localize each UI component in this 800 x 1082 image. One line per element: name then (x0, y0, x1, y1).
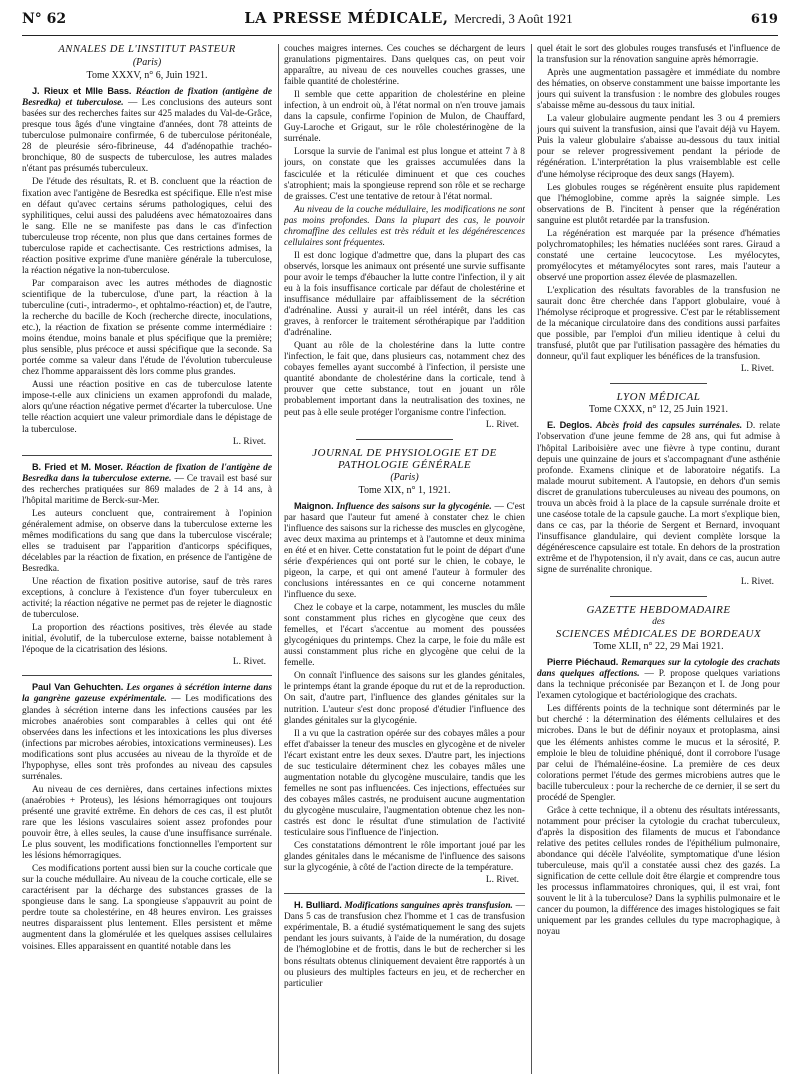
section-separator (610, 383, 707, 384)
article-deglos (537, 420, 780, 576)
article-paragraph: Au niveau de la couche médullaire, les modifications ne sont pas moins profondes. Dans la plupart des cas, le pouvoir chromaffine des cellules est très réduit et les dégénérescences cellulaires sont fréquentes. (284, 204, 525, 248)
journal-title: JOURNAL DE PHYSIOLOGIE ET DE PATHOLOGIE GÉNÉRALE (312, 446, 497, 471)
section-separator (610, 596, 707, 597)
article-title: Abcès froid des capsules surrénales. (596, 421, 743, 432)
article-title: Réaction de fixation (antigène de Besredka) et tuberculose. (22, 87, 272, 109)
column-3 (537, 44, 780, 1074)
article-separator (22, 455, 272, 456)
article-paragraph: Une réaction de fixation positive autorise, sauf de très rares exceptions, à conclure à l'existence d'un foyer tuberculeux en activité; la réaction négative ne permet pas de rejeter le diagnostic de tuberculose. (22, 577, 272, 621)
issue-number: N° 62 (22, 11, 67, 27)
article-signature: L. Rivet. (485, 875, 519, 886)
article-paragraph: Au niveau de ces dernières, dans certaines infections mixtes (anaérobies + Proteus), les lésions hémorragiques ont toujours présenté une gravité extrême. En dehors de ces cas, il est plutôt rare que les lésions vasculaires soient assez profondes pour pouvoir être, à elles seules, la cause d'une insuffisance surrénale. Le plus souvent, les modifications fonctionnelles l'emportent sur les lésions hémorragiques. (22, 784, 272, 862)
article-paragraph: Il est donc logique d'admettre que, dans la plupart des cas observés, lorsque les animaux ont présenté une survie suffisante pour avoir le temps d'ébaucher la lutte contre l'infection, il y ait eu à la fois insuffisance corticale par défaut de cholestérine et insuffisance médullaire par affaiblissement de la sécrétion d'adrénaline. Aussi y aurait-il un réel intérêt, dans les cas graves, à renforcer le traitement sérothérapique par l'addition d'adrénaline. (284, 250, 525, 339)
article-author: Paul Van Gehuchten. (32, 682, 124, 693)
article-paragraph: Les différents points de la technique sont déterminés par le but cherché : la détermination des éléments cellulaires et des microbes. Dans le but de définir noyaux et protoplasma, ainsi que les éléments anhistes comme le mucus et la sérosité, P. emploie le bleu de toluidine phéniqué, dont il corrobore l'usage par celui de l'hémaléine-éosine. La première de ces deux colorations permet l'étude des germes microbiens autres que le bacille tuberculeux : pour la recherche de ce dernier, il se sert du procédé de Spengler. (537, 704, 780, 803)
article-paragraph: Ces modifications portent aussi bien sur la couche corticale que sur la couche médullaire. Au niveau de la couche corticale, elle se caractérisent par la décharge des substances grasses de la spongieuse dans le sang. La spongieuse s'appauvrit au point de perdre toute sa cholestérine, en 48 heures environ. Les graisses neutres disparaissent plus lentement. Elles persistent et même augmentent dans la glomérulée et les quelques assises cellulaires voisines. Elles apparaissent en quantité notable dans les (22, 864, 272, 952)
article-text: — Les modifications des glandes à sécrétion interne dans les infections causées par les microbes anaérobies sont comparables à celles qui ont été observées dans les infections et les intoxications les plus diverses (infections par microbes aérobies, intoxications vermineuses). Les modifications sont plus accusées au niveau de la thyroïde et de l'hypophyse, elles sont très profondes au niveau des capsules surrénales. (22, 694, 272, 782)
article-paragraph: Grâce à cette technique, il a obtenu des résultats intéressants, notamment pour préciser la cytologie du crachat tuberculeux, d'après la disposition des filaments de mucus et l'abondance relative des petites cellules rondes de l'épithélium pulmonaire, abondance qui décèle l'alvéolite, symptomatique d'une lésion tuberculeuse, mais qu'il a constatée aussi chez des gazés. La signification de cette cellule doit être élargie et comprendre tous les processus inflammatoires chroniques, qui, il est vrai, font souvent le lit à la tuberculose? Dans la syphilis pulmonaire et le cancer du poumon, la différence des images histologiques se fait uniquement par les grandes cellules du type macrophagique, à noyau (537, 805, 780, 938)
article-paragraph: De l'étude des résultats, R. et B. concluent que la réaction de fixation avec l'antigène de Besredka est spécifique. Elle n'est mise en défaut qu'avec certains sérums pathologiques, celui des syphilitiques, celui aussi des paludéens avec hématozoaires dans le sang. Elle ne se manifeste pas dans le cas d'infection tuberculeuse trop récente, non plus que dans certaines formes de tuberculose rapide et cachectisante. Ces restrictions admises, la réaction positive exprime d'une manière générale la tuberculose, la réaction négative la non-tuberculose. (22, 177, 272, 276)
article-paragraph: Chez le cobaye et la carpe, notamment, les muscles du mâle sont constamment plus riches en glycogène que ceux des femelles, et l'écart s'accentue au moment des poussées glycogéniques du printemps. Chez la carpe, le foie du mâle est aussi constamment plus riche en glycogène que celui de la femelle. (284, 603, 525, 669)
article-author: J. Rieux et Mlle Bass. (32, 86, 132, 97)
journal-title-line-2: SCIENCES MÉDICALES DE BORDEAUX (555, 628, 762, 641)
article-paragraph: La valeur globulaire augmente pendant les 3 ou 4 premiers jours qui suivent la transfusion, ainsi que l'avait déjà vu Hayem. Puis la valeur globulaire s'abaisse au-dessous du taux initial pour se relever progressivement pendant la période de régénération. L'interprétation la plus vraisemblable est celle d'une hémolyse réciproque des deux sangs (Hayem). (537, 114, 780, 180)
article-paragraph: Les globules rouges se régénèrent ensuite plus rapidement que l'hémoglobine, comme après la saignée simple. Les observations de B. l'incitent à penser que la régénération sanguine est plutôt retardée par la transfusion. (537, 182, 780, 226)
journal-title: GAZETTE HEBDOMADAIRE (586, 604, 731, 617)
journal-title-connector: des (652, 617, 665, 628)
article-signature: L. Rivet. (232, 436, 266, 447)
article-maignon (284, 501, 525, 601)
article-van-gehuchten (22, 682, 272, 782)
article-paragraph: Par comparaison avec les autres méthodes de diagnostic scientifique de la tuberculose, d'une part, la réaction à la tuberculine (cuti-, intradermo-, et ophtalmo-réaction) et, de l'autre, la recherche du bacille de Koch (recherche directe, inoculations, etc.), la réaction de fixation se présente comme intermédiaire : moins étendue, moins banale et plus spécifique que la première; plus sensible, plus précoce et aussi spécifique que la seconde. Sa portée comme sa valeur dans l'étude de l'évolution tuberculeuse chez l'homme apparaissent dès lors comme plus grandes. (22, 278, 272, 378)
journal-title: LYON MÉDICAL (616, 391, 701, 404)
article-fried-moser (22, 462, 272, 507)
article-author: E. Deglos. (547, 420, 593, 431)
article-bulliard (284, 900, 525, 989)
article-title: Réaction de fixation de l'antigène de Besredka dans la tuberculose externe. (22, 462, 272, 484)
article-title: Remarques sur la cytologie des crachats dans quelques affections. (537, 658, 780, 680)
column-2 (284, 44, 525, 1074)
column-1 (22, 44, 272, 1074)
article-paragraph: Après une augmentation passagère et immédiate du nombre des hématies, on observe constamment une baisse importante les jours qui suivent la transfusion : le nombre des globules rouges s'abaisse même au-dessous du taux initial. (537, 68, 780, 112)
article-paragraph: L'explication des résultats favorables de la transfusion ne saurait donc être cherchée dans l'apport globulaire, voué à l'hémolyse réciproque et progressive. C'est par le rétablissement de la mécanique circulatoire dans des conditions aussi parfaites que possible, par l'emploi d'un milieu identique à celui du transfusé, plutôt que par l'utilisation passagère des hématies du donneur, qu'il faut expliquer les bénéfices de la transfusion. (537, 285, 780, 363)
journal-location: (Paris) (390, 471, 419, 483)
page-header (22, 10, 778, 36)
article-paragraph: quel était le sort des globules rouges transfusés et l'influence de la transfusion sur la rénovation sanguine après hémorragie. (537, 44, 780, 66)
article-piechaud (537, 657, 780, 702)
article-paragraph: La régénération est marquée par la présence d'hématies polychromatophiles; les hématies nucléées sont rares. Giraud a constaté une certaine leucocytose. Les myélocytes, promyélocytes et métamyélocytes sont rares, mais l'auteur a observé une proportion assez élevée de plasmazellen. (537, 228, 780, 283)
article-text: D. relate l'observation d'une jeune femme de 28 ans, qui fut admise à l'hôpital Lariboisière avec une fièvre à type continu, durant depuis une quinzaine de jours et s'accompagnant d'une asthénie profonde. Examens clinique et de laboratoire négatifs. La malade mourut subitement. A l'autopsie, en dehors d'un semis discret de granulations tuberculeuses au niveau des poumons, on trouva un abcès froid à la place de la capsule surrénale droite et une caséose totale de la capsule gauche. La mort s'explique bien, dans ce cas, par la théorie de Sergent et Bernard, invoquant l'insuffisance glandulaire, qui devient complète lorsque la dégénérescence capsulaire est totale. En dehors de la prostration extrême et de l'hypotension, il n'y avait, dans ce cas, aucun autre signe de surrénalite chronique. (537, 421, 780, 576)
article-author: Maignon. (294, 500, 334, 511)
article-signature: L. Rivet. (232, 657, 266, 668)
column-rule-1 (278, 44, 279, 1074)
article-text: — C'est par hasard que l'auteur fut amené à constater chez le chien l'influence des saisons sur la richesse des muscles en glycogène, avec deux maxima au printemps et à l'automne et deux minima en été et en hiver. Cette constatation fut le point de départ d'une série d'expériences qui ont porté sur le chien, le cobaye, le pigeon, la carpe, et qui ont amené l'auteur à formuler des conclusions intéressantes en ce qui concerne notamment l'influence du sexe. (284, 501, 525, 601)
journal-location: (Paris) (132, 57, 162, 68)
article-author: Pierre Piéchaud. (547, 657, 619, 668)
article-paragraph: Quant au rôle de la cholestérine dans la lutte contre l'infection, le fait que, dans plusieurs cas, notamment chez des cobayes femelles ayant succombé à l'infection, il persiste une quantité abondante de cholestérine dans la corticale, tend à prouver que cette substance, tout en jouant un rôle probablement important dans la neutralisation des toxines, ne peut pas à elle seule protéger l'organisme contre l'infection. (284, 341, 525, 418)
masthead-date: Mercredi, 3 Août 1921 (454, 11, 573, 26)
article-paragraph: Lorsque la survie de l'animal est plus longue et atteint 7 à 8 jours, on constate que les graisses accumulées dans la fasciculée et la réticulée diminuent et que ces couches s'atrophient; mais la spongieuse reprend son rôle et se recharge de graisses. C'est une tentative de retour à l'état normal. (284, 147, 525, 202)
article-paragraph: Aussi une réaction positive en cas de tuberculose latente impose-t-elle aux cliniciens un examen approfondi du malade, alors qu'une réaction négative permet d'écarter la tuberculose. Une telle réaction acquiert une valeur primordiale dans le dépistage de la tuberculose. (22, 380, 272, 435)
article-paragraph: Il a vu que la castration opérée sur des cobayes mâles a pour effet d'abaisser la teneur des muscles en glycogène et de niveler l'écart existant entre les deux sexes. D'autre part, les injections de suc testiculaire déterminent chez les cobayes mâles une augmentation notable du glycogène musculaire, tandis que les femelles ne sont pas influencées. Ces injections, effectuées sur des cobayes mâles castrés, ne produisent aucune augmentation du glycogène musculaire, l'augmentation obtenue chez les non-castrés est donc le résultat d'une stimulation de l'activité testiculaire sous l'influence de l'injection. (284, 728, 525, 839)
column-rule-2 (531, 44, 532, 1074)
article-paragraph: On connaît l'influence des saisons sur les glandes génitales, le printemps étant la grande époque du rut et de la reproduction. On sait, d'autre part, l'influence des glandes génitales sur la nutrition. L'auteur s'est donc proposé d'étudier l'influence des glandes génitales sur la glycogénie. (284, 671, 525, 726)
page-number: 619 (750, 12, 778, 27)
article-text: — Dans 5 cas de transfusion chez l'homme et 1 cas de transfusion expérimentale, B. a étudié systématiquement le sang des sujets pendant les jours suivants, à l'aide de la numération, du dosage de l'hémoglobine et de frottis, dans le but de rechercher si les bons résultats obtenus cliniquement devaient être rapportés à un ou plusieurs des multiples facteurs en jeu, et de rechercher en particulier (284, 901, 525, 989)
article-signature: L. Rivet. (485, 419, 519, 430)
article-text: — P. propose quelques variations dans la technique préconisée par Bezançon et I. de Jong pour l'examen cytologique et bactériologique des crachats. (537, 669, 780, 702)
article-rieux-bass (22, 86, 272, 175)
journal-issue: Tome XXXV, n° 6, Juin 1921. (86, 70, 208, 82)
article-paragraph: La proportion des réactions positives, très élevée au stade initial, évolutif, de la tuberculose externe, baisse notablement à l'époque de la cicatrisation des lésions. (22, 623, 272, 656)
article-separator (22, 675, 272, 676)
journal-issue: Tome XIX, n° 1, 1921. (358, 484, 451, 496)
article-paragraph: Ces constatations démontrent le rôle important joué par les glandes génitales dans le mécanisme de l'influence des saisons sur la glycogénie, à côté de l'action directe de la température. (284, 841, 525, 874)
masthead (244, 10, 572, 27)
article-title: Modifications sanguines après transfusion. (344, 901, 513, 912)
section-separator (356, 439, 452, 440)
article-signature: L. Rivet. (740, 364, 774, 375)
journal-issue: Tome XLII, n° 22, 29 Mai 1921. (593, 641, 724, 653)
article-author: H. Bulliard. (294, 900, 342, 911)
article-title: Influence des saisons sur la glycogénie. (336, 501, 492, 512)
article-paragraph: Il semble que cette apparition de cholestérine en pleine infection, à un endroit où, à l'état normal on n'en trouve jamais dans la capsule, confirme l'opinion de Mulon, de Chauffard, Guy-Laroche et Grigaut, sur le rôle cholestérinogène de la surrénale. (284, 90, 525, 145)
article-title: Les organes à sécrétion interne dans la gangrène gazeuse expérimentale. (22, 683, 272, 705)
article-separator (284, 893, 525, 894)
article-text: — Ce travail est basé sur des recherches pratiquées sur 869 malades de 2 à 14 ans, à l'hôpital maritime de Berck-sur-Mer. (22, 473, 272, 506)
article-author: B. Fried et M. Moser. (32, 461, 123, 472)
masthead-title: LA PRESSE MÉDICALE, (244, 10, 449, 27)
journal-title: ANNALES DE L'INSTITUT PASTEUR (58, 44, 236, 55)
journal-issue: Tome CXXX, n° 12, 25 Juin 1921. (588, 404, 729, 416)
article-text: — Les conclusions des auteurs sont basées sur des recherches faites sur 425 malades du Val-de-Grâce, presque tous âgés d'une vingtaine d'années, dont 78 atteints de tuberculose pulmonaire confirmée, 6 de tuberculose péritonéale, 28 de pleurésie séro-fibrineuse, 44 d'adénopathie trachéo-bronchique, 80 de suspects de tuberculose, les autres malades n'étant pas présumés tuberculeux. (22, 98, 272, 175)
article-paragraph: Les auteurs concluent que, contrairement à l'opinion généralement admise, on observe dans la tuberculose externe les mêmes modifications du sang que dans la tuberculose viscérale; elles se traduisent par l'apparition d'anticorps spécifiques, décelables par la réaction de fixation, en présence de l'antigène de Besredka. (22, 508, 272, 575)
article-signature: L. Rivet. (740, 577, 774, 588)
article-paragraph: couches maigres internes. Ces couches se déchargent de leurs granulations pigmentaires. Dans quelques cas, on peut voir apparaître, au niveau de ces nouvelles couches grasses, une faible quantité de cholestérine. (284, 44, 525, 88)
